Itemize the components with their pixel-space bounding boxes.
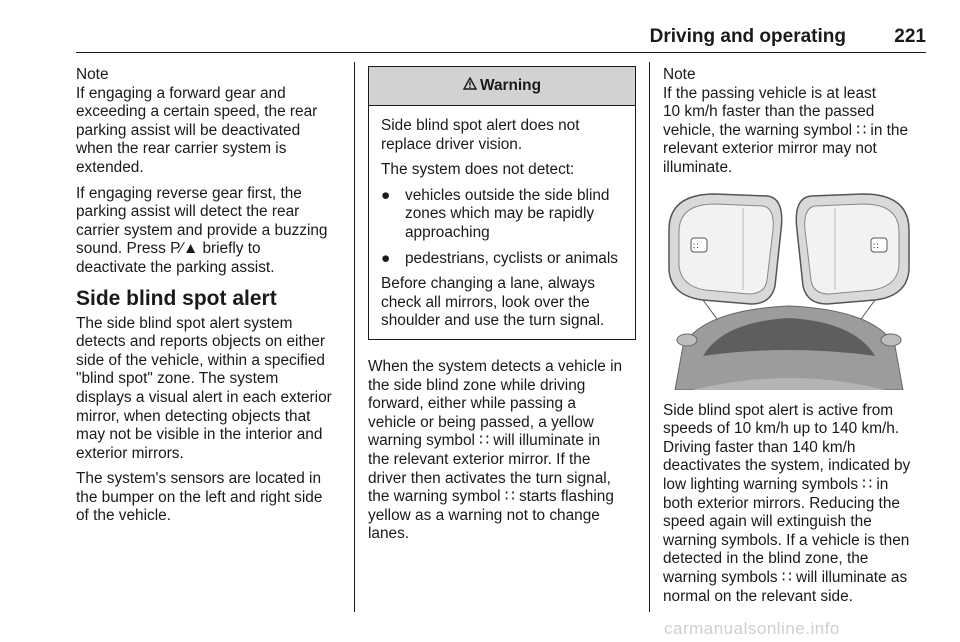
page-header-title: Driving and operating <box>649 26 846 47</box>
warning-title: Warning <box>480 76 541 94</box>
warning-bullet <box>381 250 623 269</box>
left-mirror-illustration <box>669 194 782 304</box>
warning-triangle-icon <box>463 77 477 96</box>
note-paragraph: If the passing vehicle is at least 10 km/h faster than the passed vehicle, the warning symbol ∷ in the relevant exterior mirror may not illuminate. <box>663 84 909 176</box>
warning-body <box>369 106 635 339</box>
body-paragraph: The side blind spot alert system detects and reports objects on either side of the vehicle, within a specified "blind spot" zone. The system displays a visual alert in each exterior mirror, when detecting objects that may not be visible in the interior and exterior mirrors. <box>76 314 332 462</box>
middle-column <box>368 66 636 551</box>
column-divider-right <box>649 62 650 612</box>
note-label: Note <box>76 66 109 83</box>
warning-paragraph: Before changing a lane, always check all mirrors, look over the shoulder and use the turn signal. <box>381 275 605 330</box>
warning-paragraph: The system does not detect: <box>381 161 575 179</box>
warning-bullet <box>381 187 623 243</box>
column-divider-left <box>354 62 355 612</box>
page-number: 221 <box>894 26 926 47</box>
body-paragraph: When the system detects a vehicle in the side blind zone while driving forward, either while passing a vehicle or being passed, a yellow warning symbol ∷ will illuminate in the relevant exterior mirror. If the driver then activates the turn signal, the warning symbol ∷ starts flashing yellow as a warning not to change lanes. <box>368 357 623 543</box>
right-mirror-illustration <box>796 194 909 304</box>
note-label: Note <box>663 66 696 83</box>
warning-header <box>369 67 635 106</box>
warning-box <box>368 66 636 340</box>
blind-spot-mirror-illustration <box>663 190 915 390</box>
note-paragraph: If engaging a forward gear and exceeding a certain speed, the rear parking assist will be deactivated when the rear carrier system is extended. <box>76 84 318 176</box>
svg-text:∷: ∷ <box>873 241 879 252</box>
note-paragraph: If engaging reverse gear first, the parking assist will detect the rear carrier system and provide a buzzing sound. Press P⁄▲ briefly to deactivate the parking assist. <box>76 184 328 276</box>
body-paragraph: Side blind spot alert is active from speeds of 10 km/h up to 140 km/h. Driving faster than 140 km/h deactivates the system, indicated by low lighting warning symbols ∷ in both exterior mirrors. Reducing the speed again will extinguish the warning symbols. If a vehicle is then detected in the blind zone, the warning symbols ∷ will illuminate as normal on the relevant side. <box>663 401 911 605</box>
left-column <box>76 66 346 533</box>
body-paragraph: The system's sensors are located in the bumper on the left and right side of the vehicle. <box>76 470 323 525</box>
warning-paragraph: Side blind spot alert does not replace driver vision. <box>381 117 580 153</box>
bullet-text: vehicles outside the side blind zones which may be rapidly approaching <box>405 186 610 241</box>
svg-text:∷: ∷ <box>693 241 699 252</box>
header-rule <box>76 52 926 53</box>
watermark: carmanualsonline.info <box>664 619 840 638</box>
bullet-text: pedestrians, cyclists or animals <box>405 249 618 267</box>
bullet-dot-icon: ● <box>381 249 391 267</box>
section-heading: Side blind spot alert <box>76 286 277 310</box>
right-column <box>663 66 935 613</box>
bullet-dot-icon: ● <box>381 186 391 204</box>
